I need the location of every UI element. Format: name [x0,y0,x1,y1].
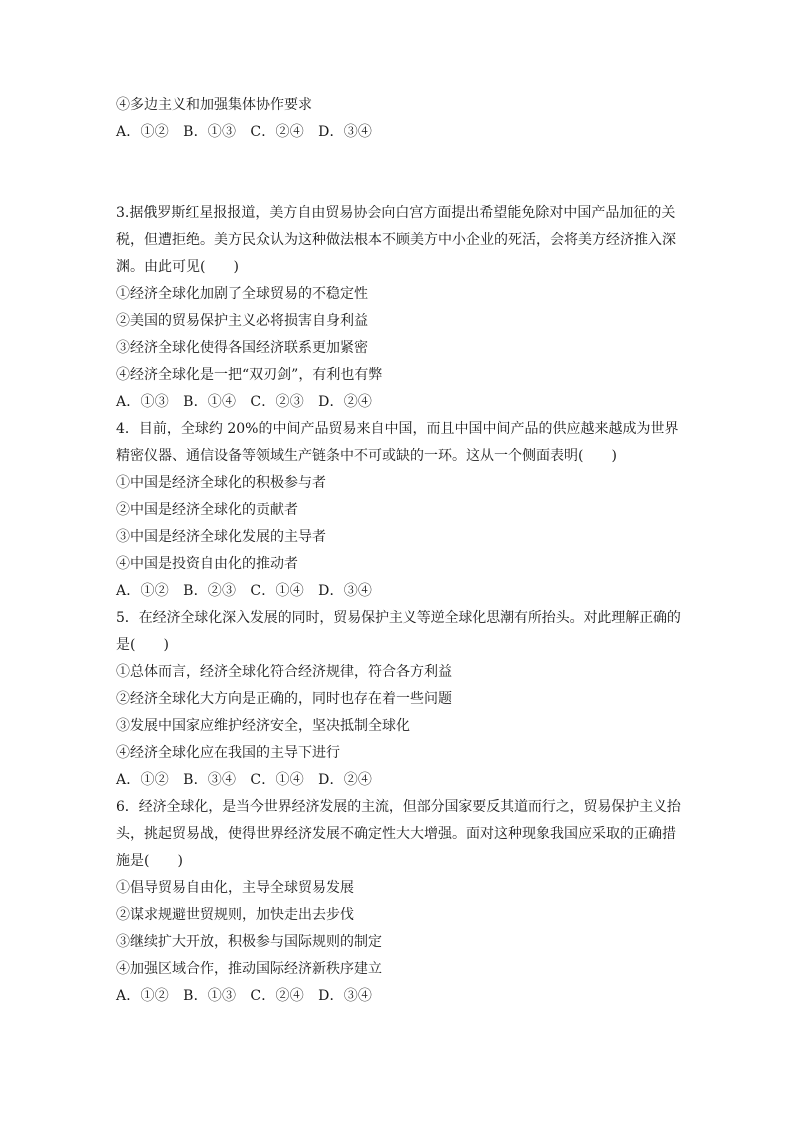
question-2-tail [116,92,682,146]
question-stem-line: 是( ) [116,637,169,653]
option-1: ①倡导贸易自由化，主导全球贸易发展 [116,880,354,896]
question-stem-line: 头，挑起贸易战，使得世界经济发展不确定性大大增强。面对这种现象我国应采取的正确措 [116,826,676,842]
question-stem-line: 5．在经济全球化深入发展的同时，贸易保护主义等逆全球化思潮有所抬头。对此理解正确的 [116,610,681,626]
question-stem-line: 渊。由此可见( ) [116,259,239,275]
option-2: ②经济全球化大方向是正确的，同时也存在着一些问题 [116,691,452,707]
option-4: ④经济全球化应在我国的主导下进行 [116,745,340,761]
answer-choices: A．①② B．①③ C．②④ D．③④ [116,124,373,140]
option-3: ③继续扩大开放，积极参与国际规则的制定 [116,934,382,950]
option-3: ③发展中国家应维护经济安全，坚决抵制全球化 [116,718,410,734]
option-2: ②谋求规避世贸规则，加快走出去步伐 [116,907,354,923]
document-page [116,92,682,1010]
option-4: ④加强区域合作，推动国际经济新秩序建立 [116,961,382,977]
option-4: ④经济全球化是一把“双刃剑”，有利也有弊 [116,367,383,383]
option-3: ③中国是经济全球化发展的主导者 [116,529,326,545]
answer-choices: A．①② B．②③ C．①④ D．③④ [116,583,373,599]
option-1: ①中国是经济全球化的积极参与者 [116,475,326,491]
answer-choices: A．①③ B．①④ C．②③ D．②④ [116,394,373,410]
answer-choices: A．①② B．③④ C．①④ D．②④ [116,772,373,788]
answer-choices: A．①② B．①③ C．②④ D．③④ [116,988,373,1004]
question-stem-line: 精密仪器、通信设备等领域生产链条中不可或缺的一环。这从一个侧面表明( ) [116,448,617,464]
option-1: ①总体而言，经济全球化符合经济规律，符合各方利益 [116,664,452,680]
question-stem-line: 4．目前，全球约 20%的中间产品贸易来自中国，而且中国中间产品的供应越来越成为世界 [116,421,679,437]
question-6 [116,794,682,1010]
question-3 [116,200,682,416]
section-gap [116,146,682,200]
question-stem-line: 施是( ) [116,853,183,869]
question-stem-line: 税，但遭拒绝。美方民众认为这种做法根本不顾美方中小企业的死活，会将美方经济推入深 [116,232,676,248]
question-stem-line: 6．经济全球化，是当今世界经济发展的主流，但部分国家要反其道而行之，贸易保护主义抬 [116,799,681,815]
question-4 [116,416,682,605]
option-4: ④多边主义和加强集体协作要求 [116,97,312,113]
option-4: ④中国是投资自由化的推动者 [116,556,298,572]
question-stem-line: 3.据俄罗斯红星报报道，美方自由贸易协会向白宫方面提出希望能免除对中国产品加征的关 [116,205,676,221]
option-2: ②中国是经济全球化的贡献者 [116,502,298,518]
option-2: ②美国的贸易保护主义必将损害自身利益 [116,313,368,329]
option-3: ③经济全球化使得各国经济联系更加紧密 [116,340,368,356]
option-1: ①经济全球化加剧了全球贸易的不稳定性 [116,286,368,302]
question-5 [116,605,682,794]
